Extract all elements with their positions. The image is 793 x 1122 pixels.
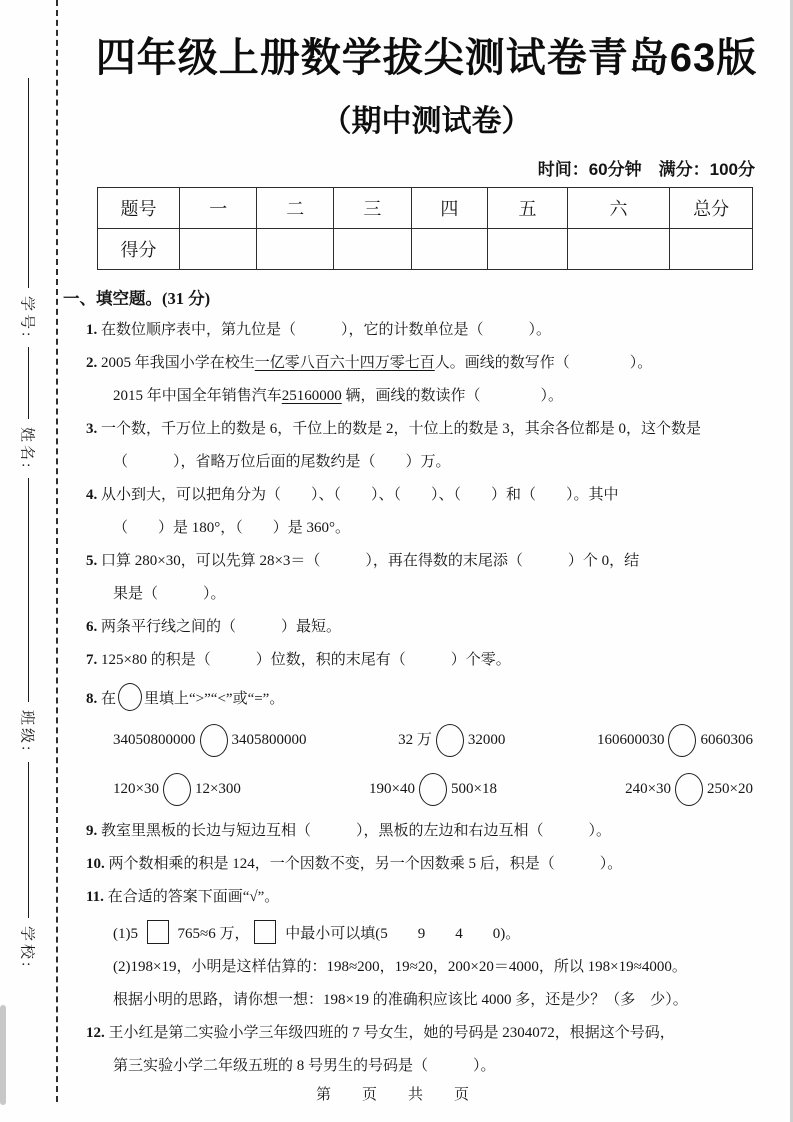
question-number: 9. [86, 823, 98, 839]
score-cell-blank [488, 229, 567, 270]
question-number: 12. [86, 1025, 105, 1041]
question-text: 240×30 [625, 780, 672, 797]
question-line-q11-line1 [86, 887, 793, 908]
question-line-q8-row1 [86, 723, 753, 757]
question-line-q5-line2 [86, 584, 793, 605]
score-table-header-cell: 六 [567, 188, 670, 229]
score-table-header-row [98, 188, 753, 229]
comparison-circle-blank [675, 773, 703, 806]
question-line-q4-line1 [86, 485, 793, 506]
seal-margin [0, 0, 58, 1102]
question-text: 在合适的答案下面画“√”。 [103, 889, 280, 905]
score-cell-blank [334, 229, 411, 270]
comparison-group [398, 724, 505, 757]
question-line-q9 [86, 821, 793, 842]
comparison-group [369, 773, 497, 806]
question-line-q1 [86, 320, 793, 341]
paper-content [60, 0, 793, 1089]
name-label: 姓名: [18, 427, 35, 471]
question-text: 从小到大，可以把角分为（ ）、（ ）、（ ）、（ ）和（ ）。其中 [97, 487, 619, 503]
school-label: 学校: [18, 925, 35, 969]
paper-subtitle: （期中测试卷） [321, 105, 532, 138]
question-text: 里填上“>”“<”或“=”。 [144, 691, 285, 707]
comparison-group [597, 724, 753, 757]
question-line-q10 [86, 854, 793, 875]
question-number: 1. [86, 322, 98, 338]
question-text: 两条平行线之间的（ ）最短。 [97, 619, 342, 635]
question-line-q11-item1 [86, 920, 793, 945]
score-table-header-cell: 三 [334, 188, 411, 229]
student-id-label: 学号: [18, 296, 35, 340]
question-text: 765≈6 万， [173, 926, 250, 942]
question-text: (1)5 [113, 926, 142, 942]
page-footer: 第 页 共 页 [315, 1087, 477, 1103]
score-table-header-cell: 题号 [98, 188, 180, 229]
question-text: 口算 280×30，可以先算 28×3＝（ ），再在得数的末尾添（ ）个 0，结 [97, 553, 640, 569]
question-text: 500×18 [451, 780, 497, 797]
comparison-circle-blank [419, 773, 447, 806]
question-text: 中最小可以填(5 9 4 0)。 [281, 926, 521, 942]
time-score-info: 时间：60分钟 满分：100分 [537, 160, 755, 179]
question-text: 辆，画线的数读作（ ）。 [341, 388, 564, 404]
question-line-q5-line1 [86, 551, 793, 572]
school-blank-line [28, 762, 29, 918]
question-line-q11-item2-line2 [86, 990, 793, 1011]
digit-box-blank [254, 920, 276, 944]
name-blank-line [28, 347, 29, 419]
question-number: 3. [86, 421, 98, 437]
class-blank-line [28, 478, 29, 702]
score-table-header-cell: 四 [411, 188, 488, 229]
question-line-q2-line1 [86, 353, 793, 374]
question-text: 3405800000 [231, 731, 307, 748]
comparison-circle-blank [436, 724, 464, 757]
comparison-group [625, 773, 753, 806]
question-text: 32000 [467, 731, 506, 748]
underlined-text: 25160000 [281, 388, 342, 404]
question-text: 教室里黑板的长边与短边互相（ ），黑板的左边和右边互相（ ）。 [97, 823, 612, 839]
score-table-header-cell: 二 [257, 188, 334, 229]
score-cell-blank [180, 229, 257, 270]
question-text: （ ）是 180°，（ ）是 360°。 [113, 520, 350, 536]
question-text: 34050800000 [113, 731, 196, 748]
question-number: 6. [86, 619, 98, 635]
section-heading-fill-in-blanks: 一、填空题。(31 分) [63, 289, 211, 308]
comparison-circle-blank [163, 773, 191, 806]
question-text: 6060306 [700, 731, 753, 748]
question-text: 在数位顺序表中，第九位是（ ），它的计数单位是（ ）。 [97, 322, 552, 338]
question-line-q3-line1 [86, 419, 793, 440]
question-line-q12-line2 [86, 1056, 793, 1077]
score-row-label: 得分 [98, 229, 180, 270]
question-number: 8. [86, 691, 98, 707]
score-cell-blank [670, 229, 753, 270]
score-cell-blank [567, 229, 670, 270]
question-number: 7. [86, 652, 98, 668]
question-text: 160600030 [596, 731, 665, 748]
score-table-value-row [98, 229, 753, 270]
score-table-header-cell: 五 [488, 188, 567, 229]
question-text: 根据小明的思路，请你想一想：198×19 的准确积应该比 4000 多，还是少？（多 少）。 [113, 992, 688, 1008]
score-table-header-cell: 总分 [670, 188, 753, 229]
question-text: 人。画线的数写作（ ）。 [434, 355, 653, 371]
question-line-q4-line2 [86, 518, 793, 539]
comparison-circle-blank [668, 724, 696, 757]
underlined-text: 一亿零八百六十四万零七百 [254, 355, 435, 371]
question-line-q8-row2 [86, 772, 753, 806]
comparison-circle-blank [200, 724, 228, 757]
question-text: 2015 年中国全年销售汽车 [113, 388, 282, 404]
comparison-group [113, 724, 307, 757]
question-line-q3-line2 [86, 452, 793, 473]
question-number: 5. [86, 553, 98, 569]
question-text: 两个数相乘的积是 124，一个因数不变，另一个因数乘 5 后，积是（ ）。 [104, 856, 623, 872]
question-line-q8-line1 [86, 683, 793, 711]
question-number: 4. [86, 487, 98, 503]
digit-box-blank [147, 920, 169, 944]
student-id-blank-line [28, 78, 29, 288]
questions-list [86, 320, 793, 1077]
question-number: 11. [86, 889, 104, 905]
score-table [97, 187, 753, 270]
question-text: 120×30 [113, 780, 159, 797]
score-table-header-cell: 一 [180, 188, 257, 229]
question-text: 2005 年我国小学在校生 [97, 355, 255, 371]
score-cell-blank [411, 229, 488, 270]
comparison-group [113, 773, 241, 806]
question-text: 250×20 [707, 780, 753, 797]
question-text: 果是（ ）。 [113, 586, 226, 602]
question-line-q11-item2-line1 [86, 957, 793, 978]
comparison-circle-blank [118, 683, 142, 711]
question-line-q2-line2 [86, 386, 793, 407]
scan-smudge-artifact [0, 1005, 6, 1105]
paper-title: 四年级上册数学拔尖测试卷青岛63版 [95, 36, 758, 80]
question-line-q7 [86, 650, 793, 671]
question-line-q12-line1 [86, 1023, 793, 1044]
score-cell-blank [257, 229, 334, 270]
class-label: 班级: [18, 710, 35, 754]
question-number: 2. [86, 355, 98, 371]
question-text: 第三实验小学二年级五班的 8 号男生的号码是（ ）。 [113, 1058, 496, 1074]
question-text: （ ），省略万位后面的尾数约是（ ）万。 [113, 454, 451, 470]
question-text: 125×80 的积是（ ）位数，积的末尾有（ ）个零。 [97, 652, 511, 668]
question-text: 190×40 [369, 780, 415, 797]
question-number: 10. [86, 856, 105, 872]
question-text: 32 万 [398, 731, 432, 748]
question-text: 一个数，千万位上的数是 6，千位上的数是 2，十位上的数是 3，其余各位都是 0，这个数是 [97, 421, 702, 437]
question-line-q6 [86, 617, 793, 638]
question-text: 12×300 [194, 780, 241, 797]
question-text: 王小红是第二实验小学三年级四班的 7 号女生，她的号码是 2304072，根据这个号码， [104, 1025, 675, 1041]
question-text: 在 [97, 691, 117, 707]
question-text: (2)198×19，小明是这样估算的：198≈200，19≈20，200×20＝4000，所以 198×19≈4000。 [113, 959, 687, 975]
